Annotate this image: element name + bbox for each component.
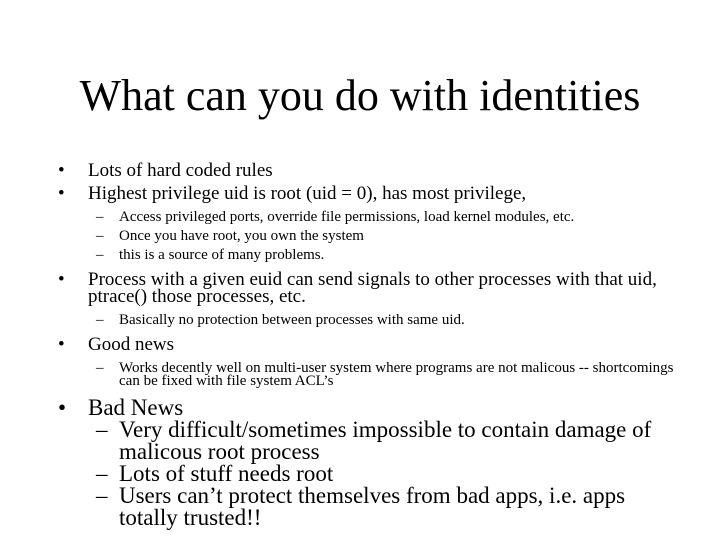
bullet-item [58,162,678,179]
sub-bullet-item [58,362,678,388]
bullet-icon: • [58,334,65,355]
sub-bullet-item [58,314,678,327]
bullet-item [58,397,678,419]
sub-bullet-text: this is a source of many problems. [119,247,325,263]
dash-icon: – [96,483,108,508]
dash-icon: – [96,209,104,225]
bullet-item [58,185,678,202]
bullet-icon: • [58,269,65,290]
sub-bullet-item [58,463,678,485]
sub-bullet-item [58,230,678,243]
bullet-icon: • [58,160,65,181]
sub-bullet-text: Works decently well on multi-user system where programs are not malicous -- shortcomings can be fixed with file system ACL’s [119,360,674,389]
sub-bullet-text: Basically no protection between processes with same uid. [119,312,465,328]
dash-icon: – [96,417,108,442]
bullet-text: Highest privilege uid is root (uid = 0), has most privilege, [88,183,527,204]
sub-bullet-text: Very difficult/sometimes impossible to contain damage of malicous root process [119,417,652,464]
bullet-item [58,271,678,305]
bullet-text: Lots of hard coded rules [88,160,273,181]
sub-bullet-item [58,419,678,463]
sub-bullet-item [58,485,678,529]
bullet-text: Good news [88,334,175,355]
sub-bullet-text: Once you have root, you own the system [119,228,364,244]
bullet-item [58,336,678,353]
sub-bullet-item [58,211,678,224]
dash-icon: – [96,461,108,486]
bullet-text: Bad News [88,395,184,420]
dash-icon: – [96,247,104,263]
dash-icon: – [96,228,104,244]
dash-icon: – [96,312,104,328]
dash-icon: – [96,360,104,376]
bullet-icon: • [58,395,67,420]
bullet-text: Process with a given euid can send signals to other processes with that uid, ptrace() those processes, etc. [88,269,657,307]
slide-title: What can you do with identities [79,71,641,120]
sub-bullet-item [58,249,678,262]
sub-bullet-text: Access privileged ports, override file permissions, load kernel modules, etc. [119,209,575,225]
sub-bullet-text: Lots of stuff needs root [119,461,334,486]
bullet-icon: • [58,183,65,204]
sub-bullet-text: Users can’t protect themselves from bad apps, i.e. apps totally trusted!! [119,483,626,530]
bullet-list [58,162,678,529]
